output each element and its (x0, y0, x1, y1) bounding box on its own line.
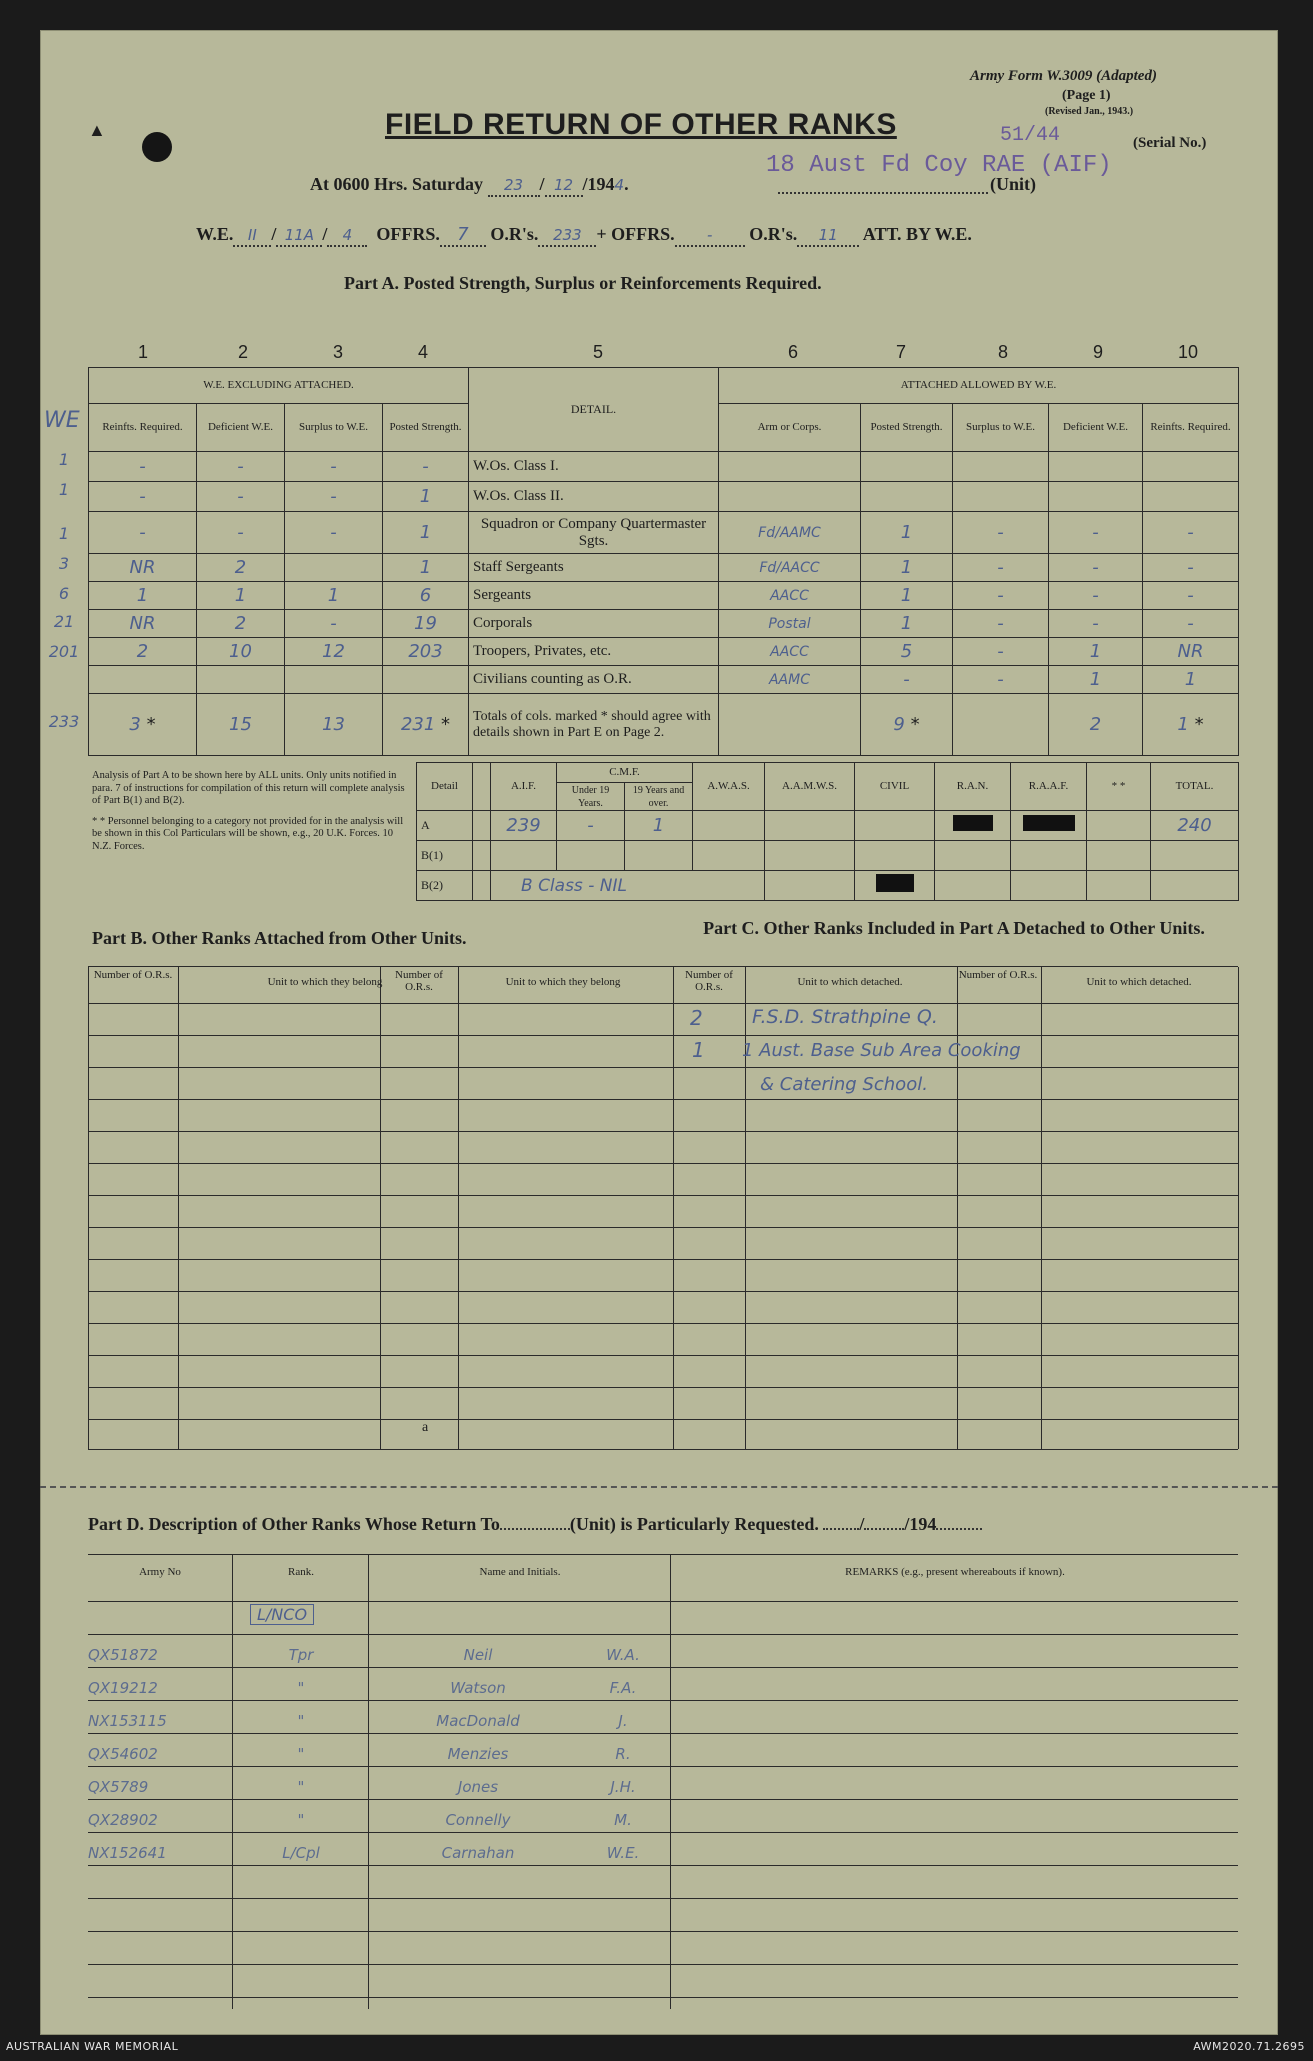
table-row: NR 2 1 Staff Sergeants Fd/AACC 1 - - - (89, 554, 1239, 582)
corner-arrow-mark: ▲ (88, 120, 106, 140)
header-cmf: C.M.F. (557, 763, 693, 783)
table-row: - - - 1 W.Os. Class II. (89, 482, 1239, 512)
part-d-army-no: NX152641 (88, 1844, 167, 1862)
part-d-rank: " (297, 1778, 305, 1796)
part-d-army-no: QX19212 (88, 1679, 158, 1697)
part-d-initials: J.H. (610, 1778, 636, 1796)
table-row: 1 1 1 6 Sergeants AACC 1 - - - (89, 582, 1239, 610)
grid-hline (88, 1419, 1238, 1420)
grid-hline (88, 1898, 1238, 1899)
grid-vline (1238, 967, 1239, 1449)
grid-vline (178, 967, 179, 1449)
part-d-name: MacDonald (436, 1712, 520, 1730)
table-row: Civilians counting as O.R. AAMC - - 1 1 (89, 666, 1239, 694)
header-att-posted: Posted Strength. (861, 404, 953, 452)
grid-hline (88, 1997, 1238, 1998)
header-ran: R.A.N. (935, 763, 1011, 811)
grid-vline (458, 967, 459, 1449)
header-reinfts: Reinfts. Required. (89, 404, 197, 452)
part-d-rank: " (297, 1679, 305, 1697)
redaction-box (1023, 815, 1075, 831)
part-d-army-no: NX153115 (88, 1712, 167, 1730)
group-attached: ATTACHED ALLOWED BY W.E. (719, 368, 1239, 404)
header-posted: Posted Strength. (383, 404, 469, 452)
part-d-army-no: QX5789 (88, 1778, 149, 1796)
part-d-name: Jones (457, 1778, 499, 1796)
header-deficient: Deficient W.E. (197, 404, 285, 452)
serial-label: (Serial No.) (1133, 135, 1207, 151)
part-a-table (88, 367, 1239, 756)
part-c-row1-num: 2 (690, 1006, 703, 1030)
part-d-initials: R. (615, 1745, 631, 1763)
header-surplus: Surplus to W.E. (285, 404, 383, 452)
part-c-row2-unit: 1 Aust. Base Sub Area Cooking (742, 1040, 1021, 1061)
header-total: TOTAL. (1151, 763, 1239, 811)
part-d-name: Menzies (447, 1745, 509, 1763)
part-d-initials: W.A. (606, 1646, 640, 1664)
header-att-deficient: Deficient W.E. (1049, 404, 1143, 452)
part-d-name: Connelly (445, 1811, 511, 1829)
table-row: 2 10 12 203 Troopers, Privates, etc. AACC 5 - 1 NR (89, 638, 1239, 666)
analysis-note: Analysis of Part A to be shown here by ALL units. Only units notified in para. 7 of instructions for compilation of this return will complete analysis of Part B(1) and B(2). * * Personnel belonging to a category not provided for in the analysis will be shown in this Col Particulars will be shown, e.g., 20 U.K. Forces. 10 N.Z. Forces. (92, 770, 405, 852)
part-c-row1-unit: F.S.D. Strathpine Q. (752, 1006, 938, 1028)
table-row: - - - - W.Os. Class I. (89, 452, 1239, 482)
part-c-headers: Number of O.R.s. Unit to which detached. Number of O.R.s. Unit to which detached. (685, 969, 1192, 993)
part-c-row3-unit: & Catering School. (760, 1074, 928, 1095)
redaction-box (876, 874, 914, 892)
header-awas: A.W.A.S. (693, 763, 765, 811)
unit-label: (Unit) (990, 174, 1036, 194)
we-line: W.E. II / 11A / 4 OFFRS. 7 O.R's. 233 + OFFRS. - O.R's. 11 ATT. BY W.E. (196, 224, 972, 245)
form-number: Army Form W.3009 (Adapted) (970, 68, 1157, 84)
header-under-19: Under 19 Years. (557, 783, 625, 811)
part-d-name: Carnahan (441, 1844, 515, 1862)
part-d-rank: L/Cpl (282, 1844, 320, 1862)
perforation-line (40, 1486, 1278, 1488)
grid-hline (88, 1964, 1238, 1965)
part-d-name: Watson (450, 1679, 506, 1697)
grid-hline (88, 1195, 1238, 1196)
part-d-rank: " (297, 1712, 305, 1730)
detail-header: DETAIL. (469, 368, 719, 452)
grid-hline (88, 1634, 1238, 1635)
grid-hline (88, 1227, 1238, 1228)
date-line: At 0600 Hrs. Saturday 23 / 12 /1944. (310, 174, 629, 197)
grid-vline (673, 967, 674, 1449)
grid-hline (88, 1163, 1238, 1164)
totals-row: 3 * 15 13 231 * Totals of cols. marked * should agree with details shown in Part E on Page 2. 9 * 2 1 * (89, 694, 1239, 756)
grid-vline (380, 967, 381, 1449)
table-row (88, 1671, 1238, 1704)
part-d-rank-head: L/NCO (250, 1604, 314, 1625)
header-other: * * (1087, 763, 1151, 811)
part-c-row2-num: 1 (692, 1038, 705, 1062)
part-d-initials: F.A. (609, 1679, 637, 1697)
we-margin-label: WE (44, 408, 80, 433)
unit-stamp: 18 Aust Fd Coy RAE (AIF) (766, 152, 1112, 179)
part-d-army-no: QX51872 (88, 1646, 158, 1664)
part-d-initials: M. (614, 1811, 632, 1829)
grid-hline (88, 1131, 1238, 1132)
grid-hline (88, 1259, 1238, 1260)
table-row: - - - 1 Squadron or Company Quartermaster Sgts. Fd/AAMC 1 - - - (89, 512, 1239, 554)
part-d-rank: Tpr (288, 1646, 314, 1664)
table-row (88, 1704, 1238, 1737)
part-b-c-grid (88, 966, 1238, 1450)
footer-left: AUSTRALIAN WAR MEMORIAL (6, 2040, 179, 2053)
revised-note: (Revised Jan., 1943.) (1045, 106, 1134, 117)
analysis-table (416, 762, 1239, 901)
header-aamws: A.A.M.W.S. (765, 763, 855, 811)
grid-hline (88, 1067, 1238, 1068)
grid-hline (88, 1355, 1238, 1356)
part-c-title: Part C. Other Ranks Included in Part A Detached to Other Units. (703, 918, 1205, 938)
table-row (88, 1638, 1238, 1671)
part-d-rank: " (297, 1745, 305, 1763)
grid-hline (88, 1003, 1238, 1004)
analysis-row-b2: B(2) B Class - NIL (417, 871, 1239, 901)
redaction-box (953, 815, 993, 831)
header-att-reinfts: Reinfts. Required. (1143, 404, 1239, 452)
header-att-surplus: Surplus to W.E. (953, 404, 1049, 452)
grid-hline (88, 1035, 1238, 1036)
part-a-title: Part A. Posted Strength, Surplus or Reinforcements Required. (344, 273, 822, 293)
header-civil: CIVIL (855, 763, 935, 811)
part-d-army-no: QX28902 (88, 1811, 158, 1829)
header-arm-corps: Arm or Corps. (719, 404, 861, 452)
analysis-row-a: A 239 - 1 240 (417, 811, 1239, 841)
grid-vline (1041, 967, 1042, 1449)
page-number: (Page 1) (1062, 88, 1111, 103)
grid-hline (88, 1323, 1238, 1324)
header-19-over: 19 Years and over. (625, 783, 693, 811)
part-b-title: Part B. Other Ranks Attached from Other Units. (92, 928, 467, 948)
header-raaf: R.A.A.F. (1011, 763, 1087, 811)
grid-hline (88, 1291, 1238, 1292)
grid-hline (88, 1387, 1238, 1388)
group-we-excluding: W.E. EXCLUDING ATTACHED. (89, 368, 469, 404)
unit-line (778, 192, 988, 194)
grid-vline (88, 967, 89, 1449)
part-d-initials: W.E. (606, 1844, 640, 1862)
serial-no: 51/44 (1000, 124, 1061, 147)
header-aif: A.I.F. (491, 763, 557, 811)
part-d-initials: J. (618, 1712, 628, 1730)
grid-hline (88, 1931, 1238, 1932)
grid-hline (88, 1601, 1238, 1602)
part-b-headers: Number of O.R.s. Unit to which they belong Number of O.R.s. Unit to which they belong (93, 969, 621, 993)
page-title: FIELD RETURN OF OTHER RANKS (385, 108, 897, 141)
table-row (88, 1836, 1238, 1869)
analysis-row-b1: B(1) (417, 841, 1239, 871)
part-d-name: Neil (463, 1646, 493, 1664)
table-row (88, 1770, 1238, 1803)
punch-hole (142, 132, 172, 162)
part-a-col-numbers: 1 2 3 4 5 6 7 8 9 10 (138, 342, 1199, 362)
header-detail: Detail (417, 763, 473, 811)
grid-hline (88, 1099, 1238, 1100)
table-row (88, 1737, 1238, 1770)
table-row (88, 1803, 1238, 1836)
part-d-title: Part D. Description of Other Ranks Whose Return To (Unit) is Particularly Requested. / /194 (88, 1514, 982, 1535)
part-d-army-no: QX54602 (88, 1745, 158, 1763)
table-row: NR 2 - 19 Corporals Postal 1 - - - (89, 610, 1239, 638)
page-mark: a (422, 1420, 429, 1435)
part-d-rank: " (297, 1811, 305, 1829)
footer-right: AWM2020.71.2695 (1193, 2040, 1305, 2053)
